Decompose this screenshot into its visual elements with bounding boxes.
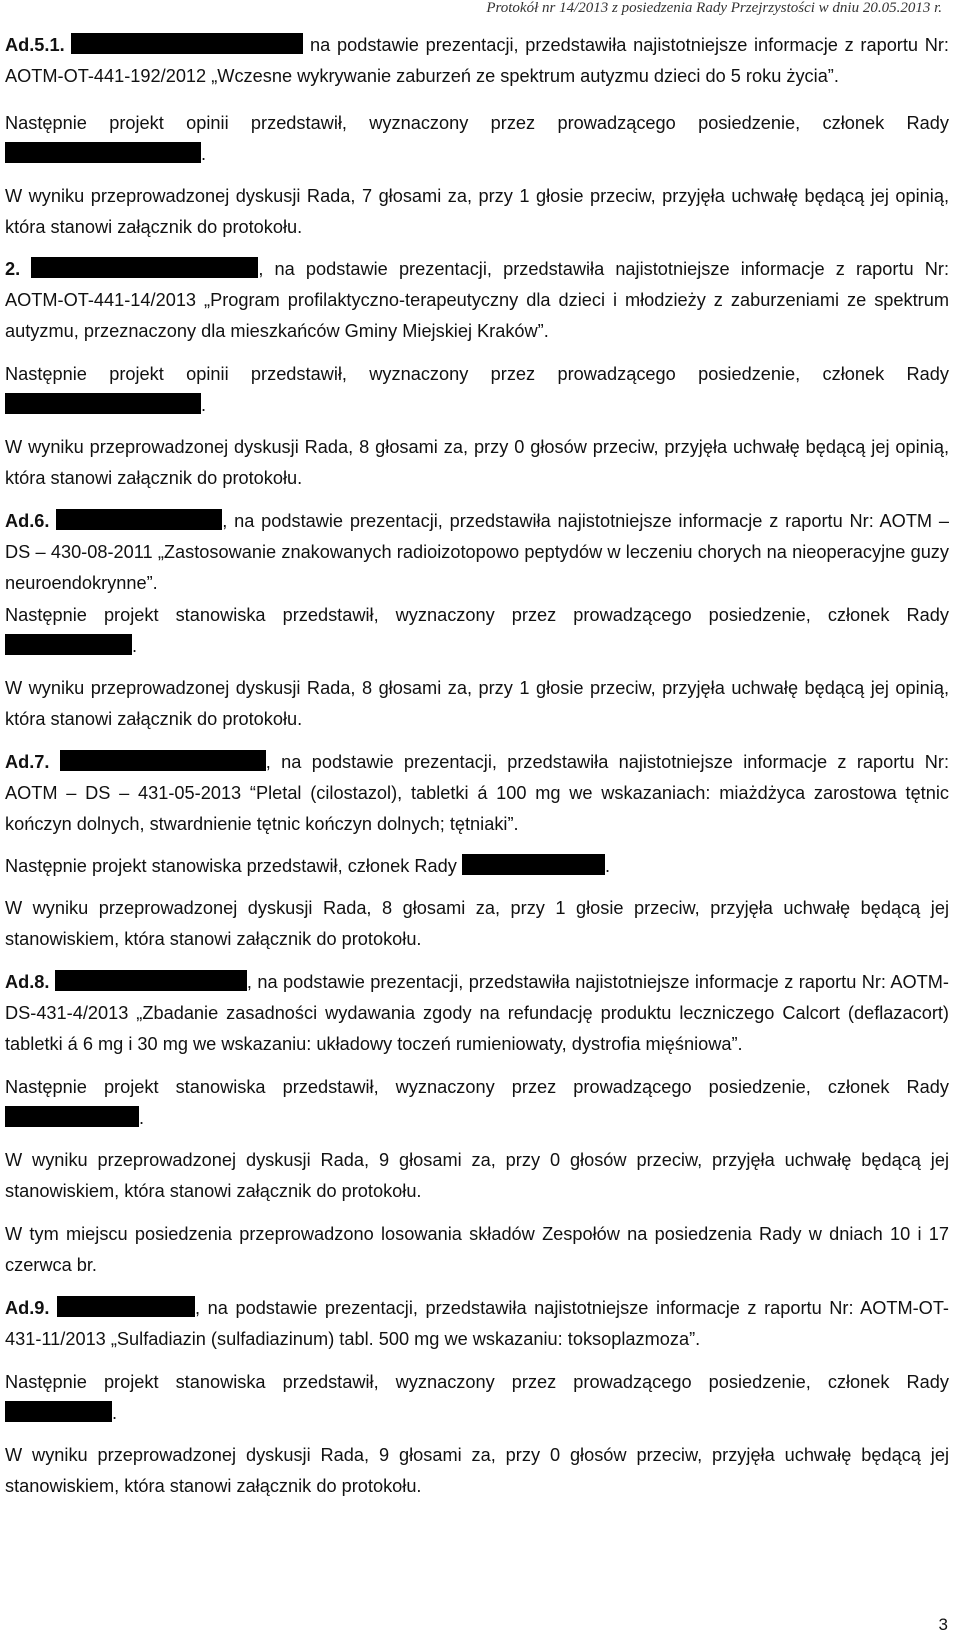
paragraph-ad8 bbox=[5, 967, 949, 1060]
paragraph-presenter bbox=[5, 108, 949, 170]
item-label: Ad.7. bbox=[5, 752, 50, 772]
paragraph-vote: W wyniku przeprowadzonej dyskusji Rada, 8 głosami za, przy 1 głosie przeciw, przyjęła uchwałę będącą jej stanowiskiem, która stanowi załącznik do protokołu. bbox=[5, 898, 949, 949]
paragraph-presenter bbox=[5, 600, 949, 662]
item-label: 2. bbox=[5, 259, 21, 279]
paragraph-presenter bbox=[5, 851, 949, 882]
paragraph-vote: W wyniku przeprowadzonej dyskusji Rada, 8 głosami za, przy 1 głosie przeciw, przyjęła uchwałę będącą jej opinią, która stanowi załącznik do protokołu. bbox=[5, 678, 949, 729]
redacted-name bbox=[5, 142, 201, 163]
paragraph-presenter bbox=[5, 359, 949, 421]
redacted-name bbox=[55, 970, 247, 991]
paragraph-text: Następnie projekt stanowiska przedstawił, wyznaczony przez prowadzącego posiedzenie, członek Rady bbox=[5, 1077, 949, 1097]
redacted-name bbox=[56, 509, 222, 530]
redacted-name bbox=[31, 257, 258, 278]
paragraph-text: , na podstawie prezentacji, przedstawiła najistotniejsze informacje z raportu Nr: AOTM – DS – 431-05-2013 “Pletal (cilostazol), tabletki á 100 mg we wskazaniach: miażdżyca zarostowa tętnic kończyn dolnych, stwardnienie tętnic kończyn dolnych; tętniaki”. bbox=[5, 752, 949, 834]
item-label: Ad.8. bbox=[5, 972, 50, 992]
paragraph-text: , na podstawie prezentacji, przedstawiła najistotniejsze informacje z raportu Nr: AOTM-DS-431-4/2013 „Zbadanie zasadności wydawania zgody na refundację produktu leczniczego Calcort (deflazacort) tabletki á 6 mg i 30 mg we wskazaniu: układowy toczeń rumieniowaty, dystrofia mięśniowa”. bbox=[5, 972, 949, 1054]
paragraph-vote: W wyniku przeprowadzonej dyskusji Rada, 9 głosami za, przy 0 głosów przeciw, przyjęła uchwałę będącą jej stanowiskiem, która stanowi załącznik do protokołu. bbox=[5, 1150, 949, 1201]
punctuation: . bbox=[139, 1108, 145, 1128]
redacted-name bbox=[5, 634, 132, 655]
paragraph-text: na podstawie prezentacji, przedstawiła najistotniejsze informacje z raportu Nr: AOTM-OT-441-192/2012 „Wczesne wykrywanie zaburzeń ze spektrum autyzmu dzieci do 5 roku życia”. bbox=[5, 35, 949, 86]
item-label: Ad.6. bbox=[5, 511, 50, 531]
paragraph-ad7 bbox=[5, 747, 949, 840]
page-header: Protokół nr 14/2013 z posiedzenia Rady Przejrzystości w dniu 20.05.2013 r. bbox=[486, 0, 942, 16]
paragraph-text: , na podstawie prezentacji, przedstawiła najistotniejsze informacje z raportu Nr: AOTM-OT-431-11/2013 „Sulfadiazin (sulfadiazinum) tabl. 500 mg we wskazaniu: toksoplazmoza”. bbox=[5, 1298, 949, 1349]
paragraph-ad5-1 bbox=[5, 30, 949, 92]
paragraph-ad6 bbox=[5, 506, 949, 599]
punctuation: . bbox=[112, 1403, 118, 1423]
paragraph-ad9 bbox=[5, 1293, 949, 1355]
paragraph-vote: W wyniku przeprowadzonej dyskusji Rada, 7 głosami za, przy 1 głosie przeciw, przyjęła uchwałę będącą jej opinią, która stanowi załącznik do protokołu. bbox=[5, 186, 949, 237]
item-label: Ad.9. bbox=[5, 1298, 50, 1318]
punctuation: . bbox=[132, 636, 138, 656]
paragraph-text: Następnie projekt stanowiska przedstawił, wyznaczony przez prowadzącego posiedzenie, członek Rady bbox=[5, 1372, 949, 1392]
paragraph-text: Następnie projekt stanowiska przedstawił, wyznaczony przez prowadzącego posiedzenie, członek Rady bbox=[5, 605, 949, 625]
redacted-name bbox=[71, 33, 303, 54]
paragraph-text: Następnie projekt stanowiska przedstawił, członek Rady bbox=[5, 856, 462, 876]
paragraph-item-2 bbox=[5, 254, 949, 347]
redacted-name bbox=[5, 393, 201, 414]
punctuation: . bbox=[201, 144, 207, 164]
punctuation: . bbox=[604, 856, 610, 876]
redacted-name bbox=[60, 750, 266, 771]
redacted-name bbox=[5, 1401, 112, 1422]
paragraph-lottery: W tym miejscu posiedzenia przeprowadzono losowania składów Zespołów na posiedzenia Rady w dniach 10 i 17 czerwca br. bbox=[5, 1224, 949, 1275]
page-number: 3 bbox=[938, 1615, 948, 1634]
redacted-name bbox=[462, 854, 605, 875]
paragraph-vote: W wyniku przeprowadzonej dyskusji Rada, 8 głosami za, przy 0 głosów przeciw, przyjęła uchwałę będącą jej opinią, która stanowi załącznik do protokołu. bbox=[5, 437, 949, 488]
redacted-name bbox=[5, 1106, 139, 1127]
paragraph-vote: W wyniku przeprowadzonej dyskusji Rada, 9 głosami za, przy 0 głosów przeciw, przyjęła uchwałę będącą jej stanowiskiem, która stanowi załącznik do protokołu. bbox=[5, 1445, 949, 1496]
redacted-name bbox=[57, 1296, 195, 1317]
document-body bbox=[5, 30, 949, 1502]
paragraph-text: Następnie projekt opinii przedstawił, wyznaczony przez prowadzącego posiedzenie, członek Rady bbox=[5, 364, 949, 384]
paragraph-text: , na podstawie prezentacji, przedstawiła najistotniejsze informacje z raportu Nr: AOTM – DS – 430-08-2011 „Zastosowanie znakowanych radioizotopowo peptydów w leczeniu chorych na nieoperacyjne guzy neuroendokrynne”. bbox=[5, 511, 949, 593]
paragraph-presenter bbox=[5, 1367, 949, 1429]
punctuation: . bbox=[201, 395, 207, 415]
item-label: Ad.5.1. bbox=[5, 35, 65, 55]
paragraph-text: , na podstawie prezentacji, przedstawiła najistotniejsze informacje z raportu Nr: AOTM-OT-441-14/2013 „Program profilaktyczno-terapeutyczny dla dzieci i młodzieży z zaburzeniami ze spektrum autyzmu, przeznaczony dla mieszkańców Gminy Miejskiej Kraków”. bbox=[5, 259, 949, 341]
paragraph-text: Następnie projekt opinii przedstawił, wyznaczony przez prowadzącego posiedzenie, członek Rady bbox=[5, 113, 949, 133]
paragraph-presenter bbox=[5, 1072, 949, 1134]
